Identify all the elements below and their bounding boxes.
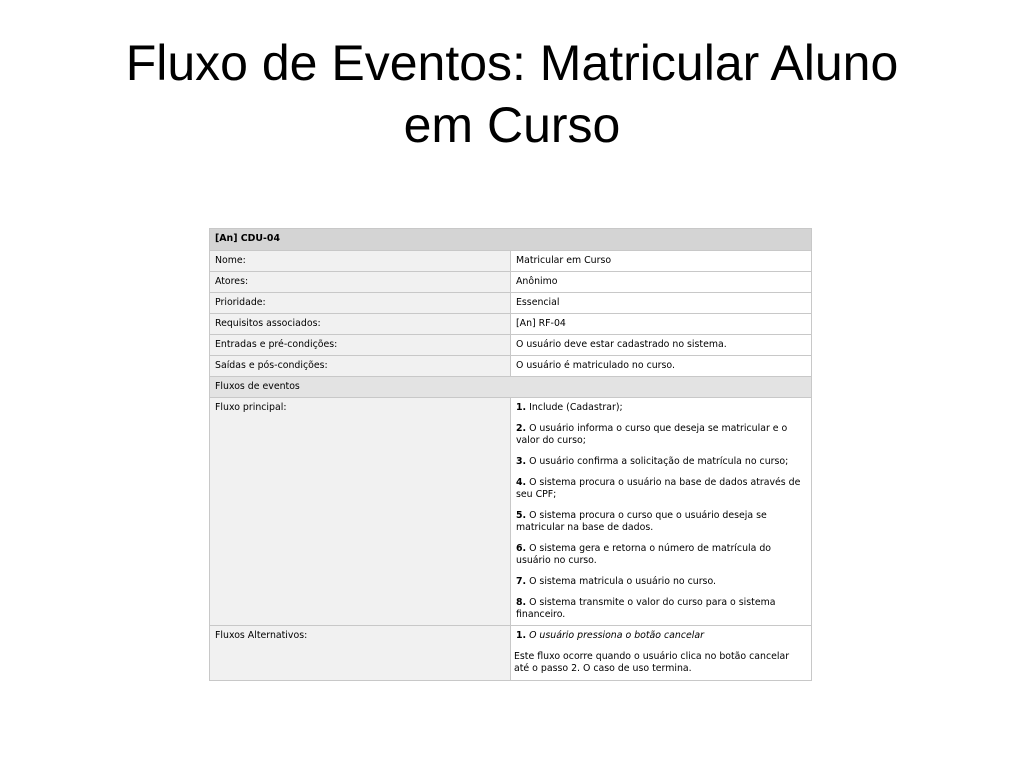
step-text: Include (Cadastrar); [529, 402, 623, 413]
table-row [210, 272, 812, 293]
row-label-entradas: Entradas e pré-condições: [210, 335, 511, 356]
step-number: 5. [516, 510, 527, 521]
step-text: O sistema transmite o valor do curso para o sistema financeiro. [516, 597, 776, 620]
table-row-main-flow [210, 398, 812, 626]
row-value-entradas: O usuário deve estar cadastrado no sistema. [511, 335, 812, 356]
alt-flow-title-text: O usuário pressiona o botão cancelar [529, 630, 704, 641]
step-text: O sistema procura o curso que o usuário deseja se matricular na base de dados. [516, 510, 767, 533]
flow-step [516, 543, 806, 567]
section-label-fluxos: Fluxos de eventos [210, 377, 812, 398]
step-number: 2. [516, 423, 527, 434]
slide-title-line-2: em Curso [403, 97, 621, 153]
table-row [210, 314, 812, 335]
step-text: O usuário informa o curso que deseja se matricular e o valor do curso; [516, 423, 788, 446]
slide-title [40, 32, 984, 156]
step-number: 8. [516, 597, 527, 608]
row-value-atores: Anônimo [511, 272, 812, 293]
step-text: O sistema matricula o usuário no curso. [529, 576, 716, 587]
alt-flow-description: Este fluxo ocorre quando o usuário clica no botão cancelar até o passo 2. O caso de uso termina. [514, 651, 790, 674]
flow-step [516, 456, 806, 468]
row-value-prioridade: Essencial [511, 293, 812, 314]
step-number: 3. [516, 456, 527, 467]
alt-flow-content [511, 626, 812, 681]
table-row [210, 356, 812, 377]
flow-step [516, 597, 806, 621]
row-value-nome: Matricular em Curso [511, 251, 812, 272]
step-text: O sistema gera e retorna o número de matrícula do usuário no curso. [516, 543, 772, 566]
step-number: 1. [516, 402, 527, 413]
step-text: O usuário confirma a solicitação de matrícula no curso; [529, 456, 789, 467]
table-row-alt-flow [210, 626, 812, 681]
row-label-requisitos: Requisitos associados: [210, 314, 511, 335]
step-number: 7. [516, 576, 527, 587]
step-number: 1. [516, 630, 527, 641]
flow-step [516, 423, 806, 447]
step-text: O sistema procura o usuário na base de dados através de seu CPF; [516, 477, 801, 500]
table-row [210, 293, 812, 314]
row-label-fluxos-alternativos: Fluxos Alternativos: [210, 626, 511, 681]
flow-step [516, 477, 806, 501]
flow-step [516, 510, 806, 534]
slide-title-line-1: Fluxo de Eventos: Matricular Aluno [125, 35, 899, 91]
step-number: 4. [516, 477, 527, 488]
flow-step [516, 576, 806, 588]
row-value-saidas: O usuário é matriculado no curso. [511, 356, 812, 377]
row-value-requisitos: [An] RF-04 [511, 314, 812, 335]
table-header-row [210, 229, 812, 251]
table-row [210, 251, 812, 272]
row-label-saidas: Saídas e pós-condições: [210, 356, 511, 377]
row-label-prioridade: Prioridade: [210, 293, 511, 314]
step-number: 6. [516, 543, 527, 554]
use-case-id: [An] CDU-04 [210, 229, 812, 251]
use-case-table [209, 228, 812, 681]
flow-step [516, 402, 806, 414]
main-flow-steps [511, 398, 812, 626]
table-row [210, 335, 812, 356]
row-label-nome: Nome: [210, 251, 511, 272]
row-label-atores: Atores: [210, 272, 511, 293]
section-row [210, 377, 812, 398]
row-label-fluxo-principal: Fluxo principal: [210, 398, 511, 626]
alt-flow-title [516, 630, 806, 642]
